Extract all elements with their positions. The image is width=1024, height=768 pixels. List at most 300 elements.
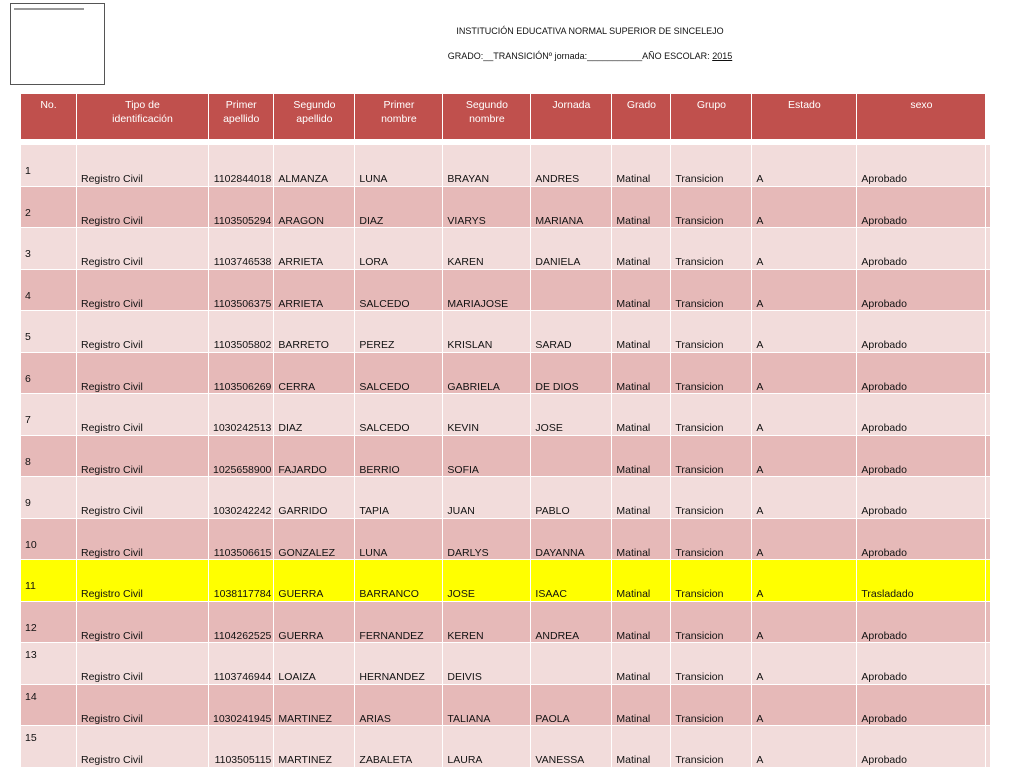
table-row	[21, 477, 991, 519]
primer-apellido-cell-text: ARAGON	[278, 214, 324, 227]
table-row	[21, 518, 991, 560]
grupo-cell-text: A	[756, 754, 764, 766]
tipo-cell-text: Registro Civil	[81, 505, 143, 517]
primer-nombre-cell	[443, 311, 531, 353]
id-cell	[209, 394, 274, 436]
id-cell-text: 1104262525	[213, 629, 272, 642]
col-segundo-apellido-header: Segundo apellido	[274, 94, 355, 140]
estado-cell-text: Aprobado	[861, 422, 907, 434]
row-number: 9	[25, 497, 31, 509]
tipo-cell	[77, 228, 209, 270]
tipo-cell-text: Registro Civil	[81, 422, 143, 434]
sexo-cell	[986, 477, 991, 519]
primer-apellido-cell	[274, 477, 355, 519]
grado-cell	[671, 643, 752, 685]
jornada-cell-text: Matinal	[616, 297, 651, 310]
segundo-nombre-cell	[531, 560, 612, 602]
grado-cell-text: Transicion	[675, 671, 724, 683]
segundo-nombre-cell	[531, 726, 612, 768]
primer-apellido-cell-text: DIAZ	[278, 422, 303, 434]
segundo-apellido-cell-text: SALCEDO	[359, 297, 410, 310]
segundo-nombre-cell-text: DAYANNA	[535, 546, 585, 559]
id-cell	[209, 311, 274, 353]
col-primer-nombre-header: Primer nombre	[355, 94, 443, 140]
primer-nombre-cell	[443, 186, 531, 228]
jornada-cell-text: Matinal	[616, 256, 651, 268]
segundo-apellido-cell	[355, 477, 443, 519]
primer-nombre-cell-text: KEVIN	[447, 422, 479, 434]
segundo-apellido-cell	[355, 643, 443, 685]
primer-apellido-cell-text: ARRIETA	[278, 297, 324, 310]
tipo-cell	[77, 560, 209, 602]
grado-cell-text: Transicion	[675, 588, 724, 600]
id-cell	[209, 560, 274, 602]
estado-cell-text: Aprobado	[861, 546, 907, 559]
id-cell	[209, 726, 274, 768]
grado-cell-text: Transicion	[675, 256, 724, 268]
grado-cell-text: Transicion	[675, 173, 724, 185]
jornada-cell-text: Matinal	[616, 754, 651, 766]
segundo-apellido-cell-text: LUNA	[359, 546, 388, 559]
segundo-apellido-cell-text: TAPIA	[359, 505, 389, 517]
estado-cell	[857, 394, 986, 436]
jornada-cell	[612, 435, 671, 477]
segundo-apellido-cell-text: SALCEDO	[359, 380, 410, 393]
tipo-cell	[77, 394, 209, 436]
primer-apellido-cell-text: GONZALEZ	[278, 546, 335, 559]
grupo-cell-text: A	[756, 422, 764, 434]
primer-nombre-cell-text: DARLYS	[447, 546, 489, 559]
segundo-apellido-cell	[355, 311, 443, 353]
grado-cell	[671, 394, 752, 436]
tipo-cell-text: Registro Civil	[81, 339, 143, 351]
grado-cell	[671, 352, 752, 394]
estado-cell-text: Trasladado	[861, 588, 914, 600]
primer-nombre-cell-text: VIARYS	[447, 214, 486, 227]
jornada-cell-text: Matinal	[616, 422, 651, 434]
segundo-apellido-cell	[355, 394, 443, 436]
row-number: 10	[25, 538, 37, 551]
id-cell	[209, 269, 274, 311]
row-number: 12	[25, 621, 37, 634]
tipo-cell-text: Registro Civil	[81, 463, 143, 476]
primer-apellido-cell-text: GARRIDO	[278, 505, 328, 517]
primer-apellido-cell-text: GUERRA	[278, 629, 324, 642]
tipo-cell-text: Registro Civil	[81, 712, 143, 725]
no-cell	[21, 601, 77, 643]
jornada-cell	[612, 394, 671, 436]
primer-apellido-cell	[274, 684, 355, 726]
id-cell	[209, 518, 274, 560]
col-estado-header: Estado	[752, 94, 857, 140]
jornada-cell-text: Matinal	[616, 214, 651, 227]
estado-cell-text: Aprobado	[861, 256, 907, 268]
row-number: 3	[25, 248, 31, 260]
primer-apellido-cell	[274, 726, 355, 768]
estado-cell	[857, 726, 986, 768]
sexo-cell	[986, 311, 991, 353]
grado-cell-text: Transicion	[675, 754, 724, 766]
id-cell	[209, 435, 274, 477]
grupo-cell-text: A	[756, 256, 764, 268]
segundo-apellido-cell	[355, 726, 443, 768]
primer-apellido-cell-text: MARTINEZ	[278, 754, 332, 766]
grupo-cell-text: A	[756, 588, 764, 600]
grupo-cell	[752, 477, 857, 519]
primer-apellido-cell-text: ARRIETA	[278, 256, 324, 268]
segundo-nombre-cell-text	[535, 436, 611, 464]
row-number: 11	[25, 580, 36, 592]
jornada-cell-text: Matinal	[616, 380, 651, 393]
primer-nombre-cell-text: KEREN	[447, 629, 484, 642]
grupo-cell-text: A	[756, 214, 764, 227]
id-cell-text: 1038117784	[213, 588, 272, 600]
grado-cell	[671, 228, 752, 270]
tipo-cell-text: Registro Civil	[81, 629, 143, 642]
segundo-nombre-cell	[531, 394, 612, 436]
estado-cell	[857, 186, 986, 228]
tipo-cell	[77, 477, 209, 519]
estado-cell	[857, 352, 986, 394]
grupo-cell	[752, 684, 857, 726]
tipo-cell	[77, 643, 209, 685]
jornada-cell-text: Matinal	[616, 712, 651, 725]
row-number: 4	[25, 289, 31, 302]
segundo-apellido-cell	[355, 684, 443, 726]
no-cell	[21, 726, 77, 768]
grado-cell	[671, 145, 752, 187]
estado-cell	[857, 601, 986, 643]
estado-cell	[857, 684, 986, 726]
row-number: 8	[25, 455, 31, 468]
primer-nombre-cell-text: KRISLAN	[447, 339, 493, 351]
estado-cell-text: Aprobado	[861, 339, 907, 351]
grado-cell	[671, 601, 752, 643]
segundo-apellido-cell	[355, 560, 443, 602]
segundo-apellido-cell-text: LUNA	[359, 173, 388, 185]
row-number: 6	[25, 372, 31, 385]
logo-fine-print	[14, 8, 84, 10]
tipo-cell-text: Registro Civil	[81, 297, 143, 310]
id-cell-text: 1103506615	[213, 546, 272, 559]
jornada-cell	[612, 352, 671, 394]
grado-cell	[671, 518, 752, 560]
tipo-cell-text: Registro Civil	[81, 546, 143, 559]
grado-cell-text: Transicion	[675, 422, 724, 434]
segundo-nombre-cell	[531, 477, 612, 519]
no-cell	[21, 643, 77, 685]
id-cell	[209, 145, 274, 187]
tipo-cell	[77, 145, 209, 187]
estado-cell-text: Aprobado	[861, 214, 907, 227]
segundo-nombre-cell	[531, 518, 612, 560]
grado-cell	[671, 477, 752, 519]
jornada-cell-text: Matinal	[616, 546, 651, 559]
col-no-header: No.	[21, 94, 77, 140]
jornada-cell	[612, 601, 671, 643]
table-row	[21, 352, 991, 394]
segundo-apellido-cell-text: LORA	[359, 256, 388, 268]
segundo-nombre-cell	[531, 643, 612, 685]
tipo-cell	[77, 518, 209, 560]
sexo-cell	[986, 228, 991, 270]
jornada-cell-text: Matinal	[616, 463, 651, 476]
primer-nombre-cell	[443, 269, 531, 311]
segundo-apellido-cell-text: FERNANDEZ	[359, 629, 424, 642]
estado-cell-text: Aprobado	[861, 463, 907, 476]
grado-cell-text: Transicion	[675, 712, 724, 725]
estado-cell-text: Aprobado	[861, 671, 907, 683]
grado-cell-text: Transicion	[675, 546, 724, 559]
id-cell-text: 1030242242	[213, 505, 272, 517]
estado-cell	[857, 269, 986, 311]
grupo-cell	[752, 435, 857, 477]
id-cell-text: 1103506375	[213, 297, 272, 310]
grado-cell	[671, 186, 752, 228]
segundo-apellido-cell-text: PEREZ	[359, 339, 395, 351]
primer-nombre-cell	[443, 518, 531, 560]
segundo-nombre-cell	[531, 269, 612, 311]
grado-cell	[671, 684, 752, 726]
segundo-nombre-cell	[531, 186, 612, 228]
table-row	[21, 643, 991, 685]
segundo-nombre-cell	[531, 601, 612, 643]
primer-nombre-cell-text: TALIANA	[447, 712, 491, 725]
tipo-cell	[77, 269, 209, 311]
tipo-cell	[77, 684, 209, 726]
table-row	[21, 726, 991, 768]
sexo-cell	[986, 518, 991, 560]
id-cell-text: 1102844018	[213, 173, 272, 185]
grupo-cell	[752, 394, 857, 436]
segundo-nombre-cell-text: SARAD	[535, 339, 572, 351]
segundo-nombre-cell-text: ANDRES	[535, 173, 580, 185]
col-jornada-header: Jornada	[531, 94, 612, 140]
jornada-cell	[612, 186, 671, 228]
jornada-cell	[612, 228, 671, 270]
primer-nombre-cell-text: LAURA	[447, 754, 483, 766]
estado-cell-text: Aprobado	[861, 629, 907, 642]
primer-nombre-cell	[443, 560, 531, 602]
row-number: 13	[25, 649, 37, 661]
segundo-nombre-cell	[531, 145, 612, 187]
primer-apellido-cell	[274, 560, 355, 602]
grado-cell-text: Transicion	[675, 505, 724, 517]
primer-apellido-cell	[274, 311, 355, 353]
jornada-cell-text: Matinal	[616, 505, 651, 517]
segundo-nombre-cell	[531, 352, 612, 394]
table-header-row	[21, 94, 991, 140]
primer-apellido-cell-text: LOAIZA	[278, 671, 316, 683]
primer-nombre-cell	[443, 394, 531, 436]
estado-cell-text: Aprobado	[861, 505, 907, 517]
grupo-cell-text: A	[756, 380, 764, 393]
primer-nombre-cell-text: GABRIELA	[447, 380, 500, 393]
primer-nombre-cell-text: DEIVIS	[447, 671, 482, 683]
jornada-cell	[612, 560, 671, 602]
primer-apellido-cell	[274, 643, 355, 685]
logo-placeholder	[10, 3, 105, 85]
segundo-nombre-cell-text: VANESSA	[535, 754, 585, 766]
students-table	[20, 93, 991, 768]
segundo-nombre-cell-text: ANDREA	[535, 629, 580, 642]
jornada-cell	[612, 643, 671, 685]
id-cell-text: 1103505802	[213, 339, 272, 351]
no-cell	[21, 394, 77, 436]
no-cell	[21, 684, 77, 726]
segundo-apellido-cell-text: ARIAS	[359, 712, 391, 725]
row-number: 7	[25, 414, 31, 426]
primer-nombre-cell	[443, 145, 531, 187]
grupo-cell	[752, 560, 857, 602]
segundo-apellido-cell	[355, 269, 443, 311]
institution-title: INSTITUCIÓN EDUCATIVA NORMAL SUPERIOR DE SINCELEJO	[456, 26, 724, 36]
tipo-cell	[77, 186, 209, 228]
primer-apellido-cell-text: MARTINEZ	[278, 712, 332, 725]
estado-cell	[857, 311, 986, 353]
table-row	[21, 394, 991, 436]
segundo-nombre-cell	[531, 435, 612, 477]
estado-cell	[857, 228, 986, 270]
grado-cell	[671, 726, 752, 768]
primer-apellido-cell	[274, 269, 355, 311]
no-cell	[21, 311, 77, 353]
jornada-cell	[612, 518, 671, 560]
sexo-cell	[986, 684, 991, 726]
table-row	[21, 186, 991, 228]
primer-nombre-cell	[443, 352, 531, 394]
id-cell-text: 1103746944	[213, 671, 272, 683]
id-cell	[209, 228, 274, 270]
no-cell	[21, 560, 77, 602]
tipo-cell-text: Registro Civil	[81, 671, 143, 683]
id-cell-text: 1103505115	[214, 754, 272, 766]
segundo-nombre-cell-text: PABLO	[535, 505, 570, 517]
row-number: 15	[25, 732, 37, 744]
segundo-nombre-cell-text: JOSE	[535, 422, 563, 434]
id-cell-text: 1103746538	[213, 256, 272, 268]
grupo-cell-text: A	[756, 297, 764, 310]
grado-cell	[671, 269, 752, 311]
jornada-cell	[612, 684, 671, 726]
primer-apellido-cell	[274, 145, 355, 187]
jornada-cell-text: Matinal	[616, 629, 651, 642]
estado-cell	[857, 560, 986, 602]
school-year: 2015	[712, 51, 733, 61]
tipo-cell-text: Registro Civil	[81, 380, 143, 393]
jornada-cell	[612, 477, 671, 519]
primer-nombre-cell	[443, 601, 531, 643]
primer-nombre-cell	[443, 684, 531, 726]
primer-apellido-cell	[274, 352, 355, 394]
jornada-cell-text: Matinal	[616, 588, 651, 600]
segundo-nombre-cell-text: DE DIOS	[535, 380, 579, 393]
primer-nombre-cell	[443, 643, 531, 685]
segundo-nombre-cell	[531, 228, 612, 270]
estado-cell-text: Aprobado	[861, 380, 907, 393]
estado-cell	[857, 643, 986, 685]
segundo-nombre-cell-text: PAOLA	[535, 712, 570, 725]
estado-cell-text: Aprobado	[861, 712, 907, 725]
col-grado-header: Grado	[612, 94, 671, 140]
segundo-apellido-cell	[355, 145, 443, 187]
no-cell	[21, 269, 77, 311]
sexo-cell	[986, 186, 991, 228]
segundo-nombre-cell-text: DANIELA	[535, 256, 581, 268]
grupo-cell	[752, 518, 857, 560]
no-cell	[21, 518, 77, 560]
jornada-cell	[612, 145, 671, 187]
segundo-nombre-cell-text: MARIANA	[535, 214, 584, 227]
jornada-cell	[612, 269, 671, 311]
tipo-cell-text: Registro Civil	[81, 256, 143, 268]
table-body	[21, 140, 991, 768]
estado-cell	[857, 518, 986, 560]
primer-apellido-cell-text: BARRETO	[278, 339, 329, 351]
segundo-apellido-cell-text: HERNANDEZ	[359, 671, 425, 683]
segundo-apellido-cell-text: ZABALETA	[359, 754, 413, 766]
grupo-cell-text: A	[756, 463, 764, 476]
jornada-cell-text: Matinal	[616, 173, 651, 185]
primer-nombre-cell	[443, 726, 531, 768]
segundo-nombre-cell-text	[535, 270, 611, 298]
segundo-apellido-cell-text: DIAZ	[359, 214, 384, 227]
tipo-cell	[77, 352, 209, 394]
id-cell	[209, 186, 274, 228]
grade-line-text: GRADO:__TRANSICIÓNº jornada:___________AÑO ESCOLAR:	[447, 51, 713, 61]
row-number: 1	[25, 165, 31, 177]
tipo-cell	[77, 311, 209, 353]
segundo-apellido-cell	[355, 186, 443, 228]
sexo-cell	[986, 269, 991, 311]
primer-apellido-cell-text: FAJARDO	[278, 463, 327, 476]
tipo-cell-text: Registro Civil	[81, 173, 143, 185]
sexo-cell	[986, 394, 991, 436]
segundo-nombre-cell-text: ISAAC	[535, 588, 567, 600]
grupo-cell-text: A	[756, 173, 764, 185]
sexo-cell	[986, 726, 991, 768]
col-segundo-nombre-header: Segundo nombre	[443, 94, 531, 140]
id-cell	[209, 477, 274, 519]
id-cell	[209, 684, 274, 726]
tipo-cell	[77, 601, 209, 643]
jornada-cell-text: Matinal	[616, 339, 651, 351]
segundo-apellido-cell-text: SALCEDO	[359, 422, 410, 434]
sexo-cell	[986, 560, 991, 602]
estado-cell-text: Aprobado	[861, 754, 907, 766]
segundo-apellido-cell-text: BARRANCO	[359, 588, 419, 600]
estado-cell-text: Aprobado	[861, 297, 907, 310]
no-cell	[21, 228, 77, 270]
grupo-cell	[752, 269, 857, 311]
col-primer-apellido-header: Primer apellido	[209, 94, 274, 140]
table-row	[21, 311, 991, 353]
grade-line	[260, 51, 920, 61]
estado-cell	[857, 435, 986, 477]
primer-apellido-cell	[274, 186, 355, 228]
grupo-cell	[752, 352, 857, 394]
id-cell	[209, 601, 274, 643]
grupo-cell-text: A	[756, 505, 764, 517]
segundo-nombre-cell-text	[535, 643, 611, 671]
id-cell-text: 1025658900	[213, 463, 272, 476]
grado-cell-text: Transicion	[675, 297, 724, 310]
table-row	[21, 560, 991, 602]
segundo-nombre-cell	[531, 684, 612, 726]
tipo-cell	[77, 435, 209, 477]
estado-cell	[857, 145, 986, 187]
grupo-cell	[752, 145, 857, 187]
